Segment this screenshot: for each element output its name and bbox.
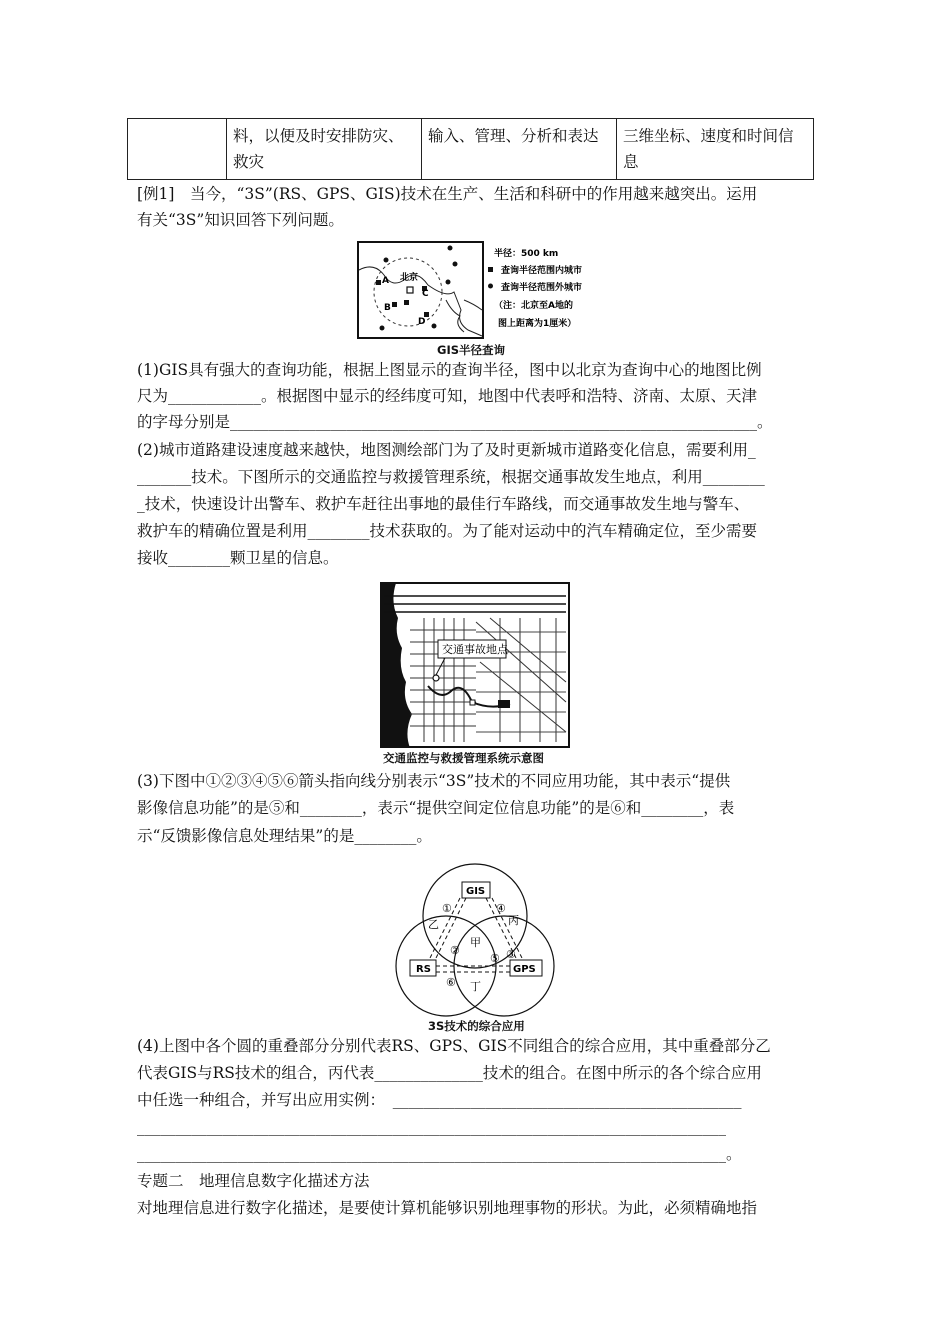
figure-caption: 3S技术的综合应用	[428, 1019, 525, 1033]
question-line: 的字母分别是____________________________________________________________________。	[137, 413, 773, 431]
rs-box-label: RS	[416, 964, 431, 975]
answer-blank-line: ____________________________________________________________________________	[137, 1118, 726, 1136]
region-yi: 乙	[428, 918, 439, 931]
arrow-label: ③	[506, 948, 516, 961]
arrow-label: ⑤	[490, 952, 500, 965]
legend-note: 图上距离为1厘米）	[498, 319, 577, 329]
region-ding: 丁	[470, 980, 481, 993]
legend-outside: 查询半径范围外城市	[501, 283, 583, 293]
question-line: 尺为____________。根据图中显示的经纬度可知，地图中代表呼和浩特、济南、太原、天津	[137, 387, 758, 405]
info-table	[127, 118, 814, 180]
figure-caption: GIS半径查询	[437, 343, 505, 357]
question-line: 代表GIS与RS技术的组合，丙代表______________技术的组合。在图中所示的各个综合应用	[137, 1064, 762, 1082]
region-bing: 丙	[508, 914, 519, 927]
table-cell: 三维坐标、速度和时间信息	[617, 119, 814, 180]
example-intro-line: [例1] 当今，“3S”(RS、GPS、GIS)技术在生产、生活和科研中的作用越来越突出。运用	[137, 185, 758, 203]
map-point-label: A	[382, 276, 389, 286]
question-line: (2)城市道路建设速度越来越快，地图测绘部门为了及时更新城市道路变化信息，需要利用_	[137, 441, 756, 459]
question-line: 中任选一种组合，并写出应用实例： _____________________________________________	[137, 1091, 742, 1109]
question-line: 示“反馈影像信息处理结果”的是________。	[137, 827, 432, 845]
legend-inside: 查询半径范围内城市	[501, 266, 583, 276]
arrow-label: ②	[450, 944, 460, 957]
gps-box-label: GPS	[513, 964, 536, 975]
map-point-label: B	[384, 303, 391, 313]
table-row	[128, 119, 814, 180]
arrow-label: ①	[442, 902, 452, 915]
table-cell-empty	[128, 119, 227, 180]
question-line: (4)上图中各个圆的重叠部分分别代表RS、GPS、GIS不同组合的综合应用，其中重叠部分乙	[137, 1037, 771, 1055]
accident-callout: 交通事故地点	[442, 643, 508, 656]
table-cell: 料，以便及时安排防灾、救灾	[227, 119, 422, 180]
question-line: (1)GIS具有强大的查询功能，根据上图显示的查询半径，图中以北京为查询中心的地图比例	[137, 361, 762, 379]
question-line: 救护车的精确位置是利用________技术获取的。为了能对运动中的汽车精确定位，至少需要	[137, 522, 758, 540]
legend-note: （注：北京至A地的	[494, 301, 573, 311]
question-line: 影像信息功能”的是⑤和________，表示“提供空间定位信息功能”的是⑥和________，表	[137, 799, 735, 817]
section-heading: 专题二 地理信息数字化描述方法	[137, 1172, 370, 1190]
question-line: (3)下图中①②③④⑤⑥箭头指向线分别表示“3S”技术的不同应用功能，其中表示“提供	[137, 772, 731, 790]
body-line: 对地理信息进行数字化描述，是要使计算机能够识别地理事物的形状。为此，必须精确地指	[137, 1199, 758, 1217]
question-line: 接收________颗卫星的信息。	[137, 549, 339, 567]
question-line: _技术，快速设计出警车、救护车赶往出事地的最佳行车路线，而交通事故发生地与警车、	[137, 495, 750, 513]
arrow-label: ④	[496, 902, 506, 915]
3s-venn-diagram	[390, 858, 560, 1018]
map-point-label: C	[422, 289, 429, 299]
example-intro-line: 有关“3S”知识回答下列问题。	[137, 211, 344, 229]
region-jia: 甲	[470, 936, 481, 949]
legend-radius: 半径：500 km	[494, 249, 559, 259]
traffic-monitor-map	[380, 582, 570, 748]
map-city-label: 北京	[400, 273, 419, 283]
gis-radius-map	[356, 240, 602, 340]
answer-blank-line: ____________________________________________________________________________。	[137, 1145, 742, 1163]
figure-caption: 交通监控与救援管理系统示意图	[383, 751, 544, 765]
table-cell: 输入、管理、分析和表达	[422, 119, 617, 180]
map-point-label: D	[418, 317, 426, 327]
question-line: _______技术。下图所示的交通监控与救援管理系统，根据交通事故发生地点，利用________	[137, 468, 765, 486]
gis-box-label: GIS	[466, 886, 486, 897]
arrow-label: ⑥	[446, 976, 456, 989]
